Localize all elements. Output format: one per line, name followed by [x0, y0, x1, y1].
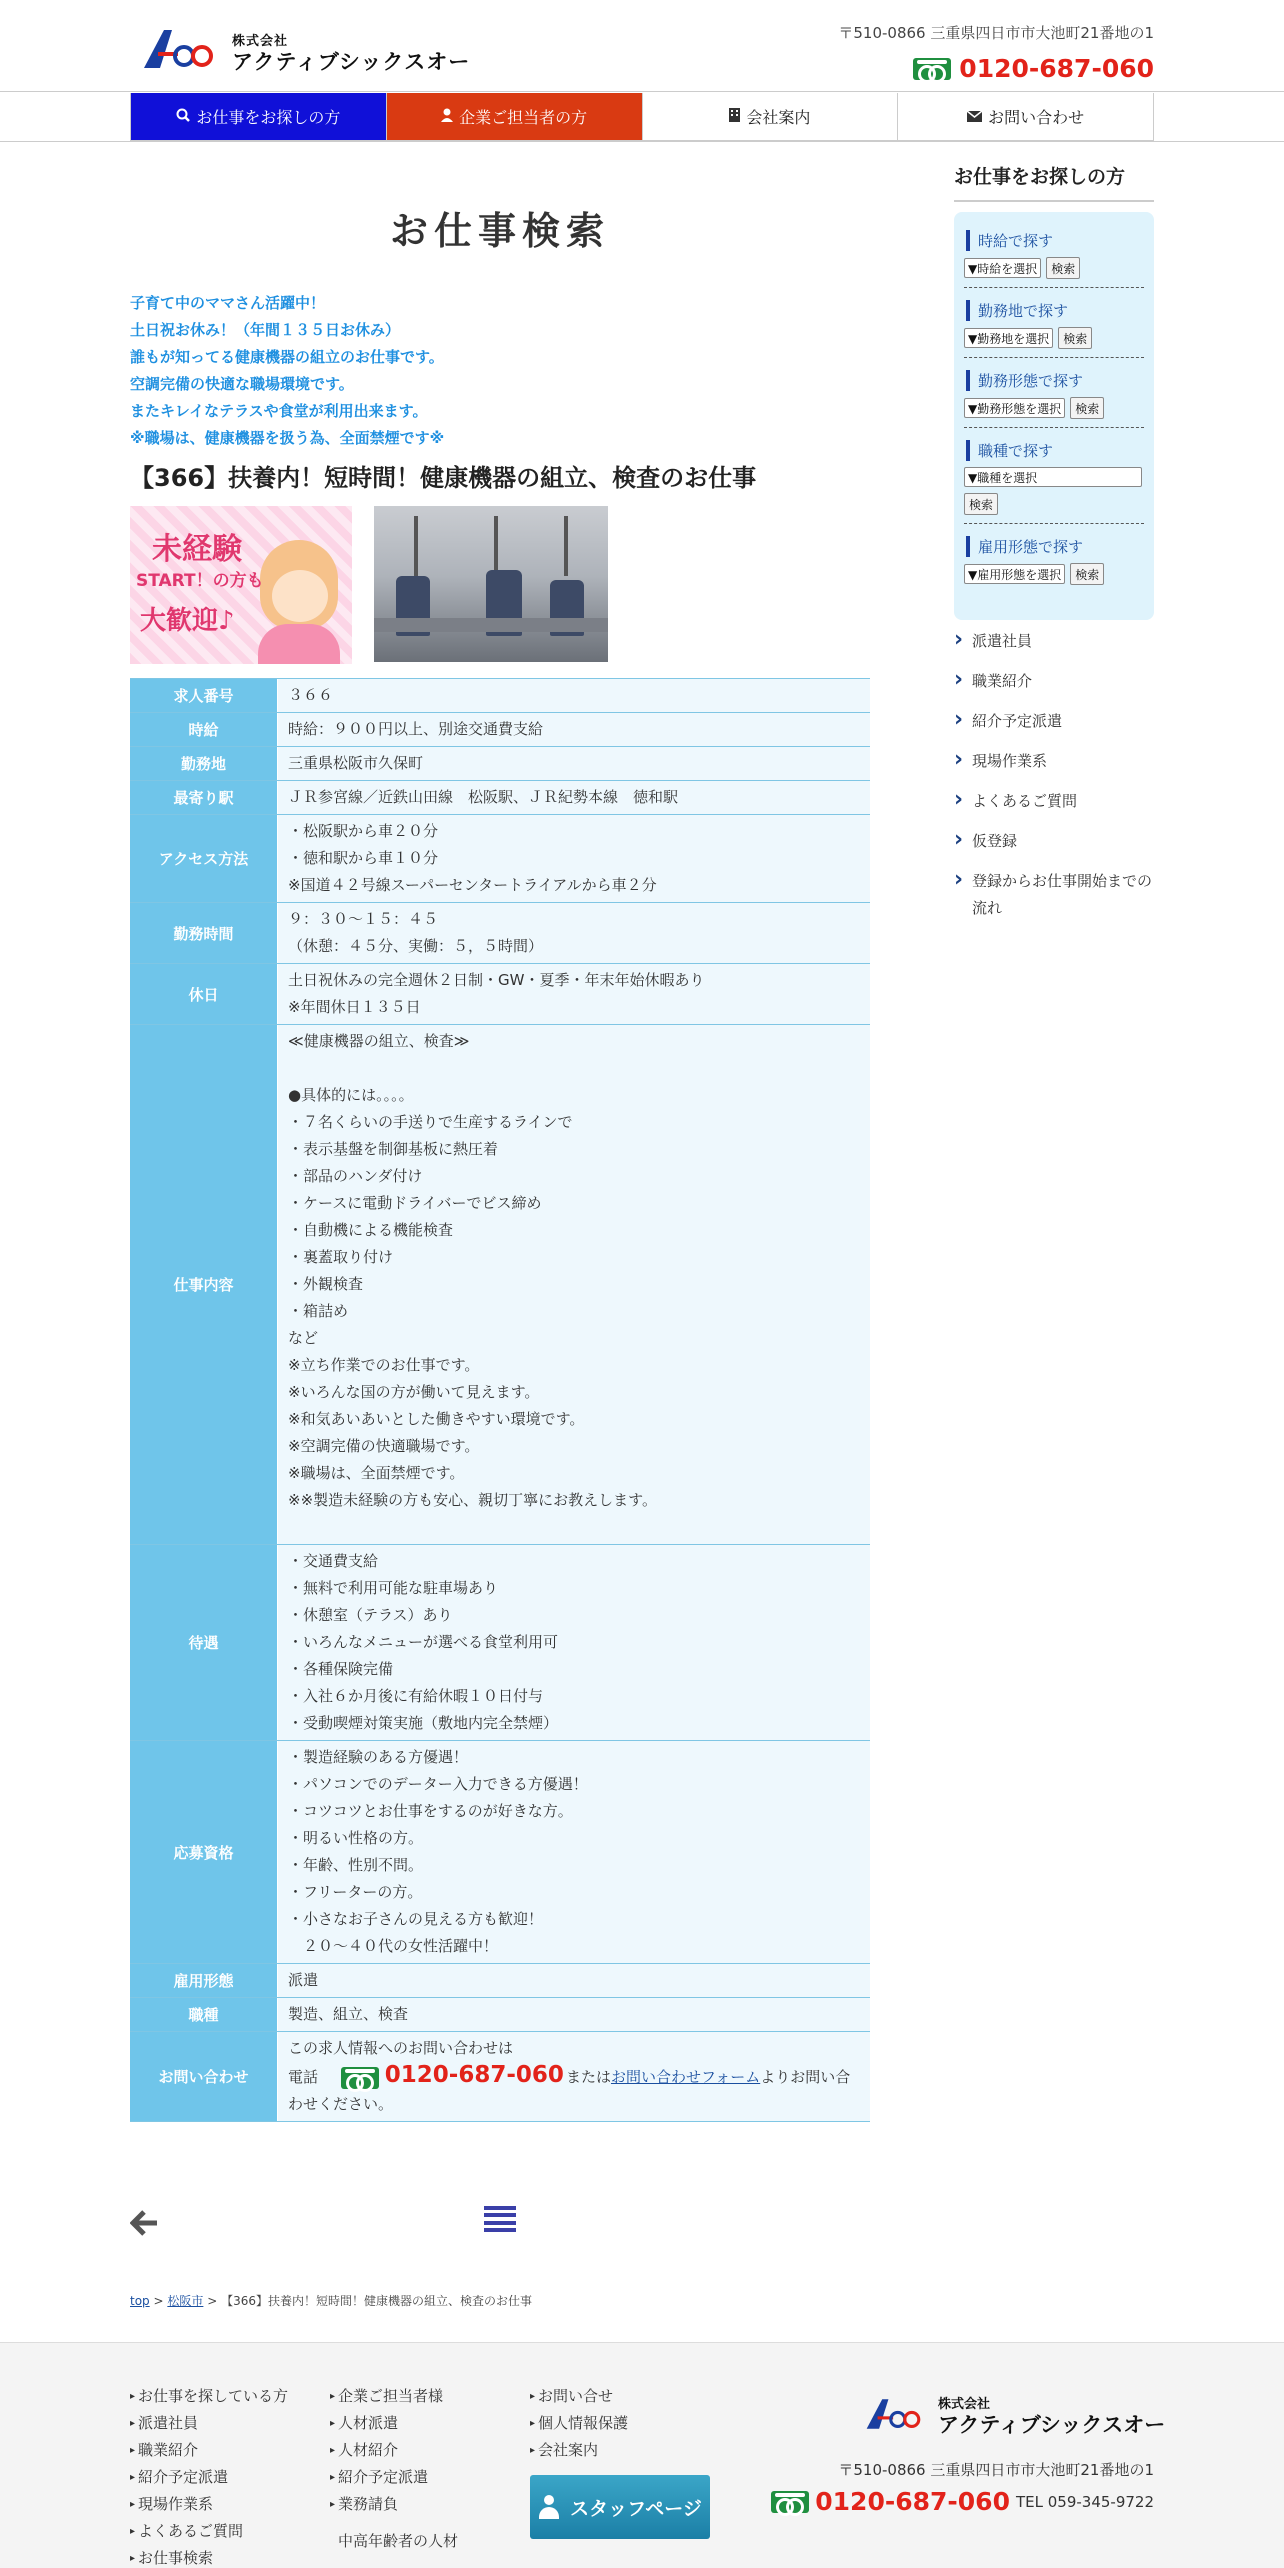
- wage-select[interactable]: ▼時給を選択: [964, 258, 1041, 278]
- footer-link[interactable]: ▸ よくあるご質問: [130, 2518, 288, 2545]
- contact-tail: よりお問い合わせください。: [288, 2068, 851, 2113]
- footer-link[interactable]: 中高年齢者の人材: [338, 2532, 459, 2550]
- woman-illustration: [260, 540, 338, 630]
- footer-link[interactable]: ▸ 会社案内: [530, 2437, 628, 2464]
- search-button[interactable]: 検索: [1070, 563, 1104, 585]
- table-row: [130, 1740, 870, 1963]
- search-group-label: 雇用形態で探す: [966, 536, 1144, 557]
- table-row: [130, 780, 870, 814]
- footer-link[interactable]: ▸ お仕事を探している方: [130, 2383, 288, 2410]
- search-group-employment: [964, 524, 1144, 593]
- footer-link[interactable]: ▸ 業務請負: [330, 2491, 458, 2518]
- freedial-icon: [341, 2067, 379, 2089]
- envelope-icon: [967, 107, 982, 126]
- search-group-work-style: [964, 358, 1144, 428]
- row-label: 最寄り駅: [130, 781, 278, 814]
- row-value: ≪健康機器の組立、検査≫ ●具体的には。。。。 ・７名くらいの手送りで生産するラインで ・表示基盤を制御基板に熱圧着 ・部品のハンダ付け ・ケースに電動ドライバーでビス締め ・自動機による機能検査 ・裏蓋取り付け ・外観検査 ・箱詰め など ※立ち作業でのお仕事です。 ※いろんな国の方が働いて見えます。 ※和気あいあいとした働きやすい環境です。 ※空調完備の快適職場です。 ※職場は、全面禁煙です。 ※※製造未経験の方も安心、親切丁寧にお教えします。: [278, 1025, 870, 1544]
- company-logo[interactable]: [138, 24, 471, 74]
- image-caption: START！の方も: [136, 571, 264, 591]
- table-row: [130, 902, 870, 963]
- search-button[interactable]: 検索: [1058, 327, 1092, 349]
- footer-address: 〒510-0866 三重県四日市市大池町21番地の1: [838, 2461, 1154, 2479]
- breadcrumb-sep: >: [149, 2294, 168, 2308]
- table-row: [130, 814, 870, 902]
- search-group-label: 時給で探す: [966, 230, 1144, 251]
- search-group-label: 職種で探す: [966, 440, 1144, 461]
- row-value: 製造、組立、検査: [278, 1998, 870, 2031]
- job-details-table: [130, 678, 870, 2122]
- row-label: お問い合わせ: [130, 2032, 278, 2121]
- intro-line: 空調完備の快適な職場環境です。: [130, 375, 354, 393]
- footer-link[interactable]: ▸ 紹介予定派遣: [130, 2464, 288, 2491]
- table-row: [130, 746, 870, 780]
- contact-tel-prefix: 電話: [288, 2068, 319, 2086]
- search-button[interactable]: 検索: [964, 493, 998, 515]
- company-prefix: 株式会社: [938, 2397, 991, 2412]
- sidebar-link[interactable]: › 職業紹介: [954, 662, 1154, 702]
- breadcrumb-city[interactable]: 松阪市: [167, 2294, 204, 2308]
- sidebar-link[interactable]: › 現場作業系: [954, 742, 1154, 782]
- job-type-select[interactable]: ▼職種を選択: [964, 467, 1142, 487]
- intro-line: またキレイなテラスや食堂が利用出来ます。: [130, 402, 428, 420]
- table-row: [130, 678, 870, 712]
- table-row: [130, 712, 870, 746]
- footer-col-info: [530, 2383, 628, 2464]
- search-icon: [176, 107, 190, 126]
- person-icon: [538, 2495, 560, 2519]
- header-address: 〒510-0866 三重県四日市市大池町21番地の1: [838, 24, 1154, 42]
- search-group-label: 勤務形態で探す: [966, 370, 1144, 391]
- header-tel-number: 0120-687-060: [959, 54, 1154, 83]
- row-label: 職種: [130, 1998, 278, 2031]
- site-header: [0, 0, 1284, 92]
- freedial-icon: [913, 58, 951, 80]
- nav-job-seekers[interactable]: [130, 93, 387, 140]
- site-footer: [0, 2342, 1284, 2568]
- search-panel: [954, 212, 1154, 620]
- footer-link[interactable]: ▸ 職業紹介: [130, 2437, 288, 2464]
- list-icon[interactable]: [484, 2206, 516, 2232]
- image-caption: 未経験: [152, 532, 242, 567]
- search-group-label: 勤務地で探す: [966, 300, 1144, 321]
- sidebar-links: [954, 622, 1154, 929]
- search-group-job-type: [964, 428, 1144, 524]
- footer-link[interactable]: ▸ お仕事検索: [130, 2545, 288, 2568]
- main-nav: [130, 93, 1154, 141]
- footer-col-jobseekers: [130, 2383, 288, 2568]
- building-icon: [729, 107, 740, 126]
- contact-form-link[interactable]: お問い合わせフォーム: [610, 2068, 761, 2086]
- row-value: ９：３０～１５：４５ （休憩：４５分、実働：５，５時間）: [278, 903, 870, 963]
- sidebar-title: お仕事をお探しの方: [954, 166, 1126, 188]
- row-label: 応募資格: [130, 1741, 278, 1963]
- table-row: [130, 1544, 870, 1740]
- row-label: 雇用形態: [130, 1964, 278, 1997]
- table-row: [130, 963, 870, 1024]
- nav-company-info[interactable]: [643, 93, 899, 140]
- search-button[interactable]: 検索: [1070, 397, 1104, 419]
- nav-companies[interactable]: [387, 93, 643, 140]
- employment-select[interactable]: ▼雇用形態を選択: [964, 564, 1065, 584]
- intro-line: 子育て中のママさん活躍中！: [130, 294, 326, 312]
- table-row-contact: [130, 2031, 870, 2122]
- intro-line: ※職場は、健康機器を扱う為、全面禁煙です※: [130, 429, 445, 447]
- table-row: [130, 1997, 870, 2031]
- row-value: 三重県松阪市久保町: [278, 747, 870, 780]
- contact-intro: この求人情報へのお問い合わせは: [288, 2039, 514, 2057]
- breadcrumb: [130, 2292, 532, 2309]
- company-name: アクティブシックスオー: [938, 2413, 1166, 2437]
- intro-line: 誰もが知ってる健康機器の組立のお仕事です。: [130, 348, 444, 366]
- company-name: アクティブシックスオー: [232, 50, 471, 74]
- footer-logo[interactable]: [862, 2389, 1166, 2439]
- sidebar-link[interactable]: › よくあるご質問: [954, 782, 1154, 822]
- row-label: 仕事内容: [130, 1025, 278, 1544]
- sidebar-link[interactable]: › 仮登録: [954, 822, 1154, 862]
- page-title: お仕事検索: [389, 209, 610, 253]
- row-label: 休日: [130, 964, 278, 1024]
- footer-link[interactable]: ▸ 紹介予定派遣: [330, 2464, 458, 2491]
- breadcrumb-sep: >: [203, 2294, 222, 2308]
- logo-mark-icon: [138, 24, 228, 74]
- footer-tel-number: 0120-687-060: [815, 2487, 1010, 2516]
- nav-label: 企業ご担当者の方: [459, 108, 588, 127]
- search-group-location: [964, 288, 1144, 358]
- intro-text: [130, 290, 870, 452]
- table-row: [130, 1024, 870, 1544]
- footer-link[interactable]: ▸ 人材派遣: [330, 2410, 458, 2437]
- staff-page-label: スタッフページ: [570, 2497, 702, 2520]
- intro-line: 土日祝お休み！（年間１３５日お休み）: [130, 321, 401, 339]
- footer-col-companies: [330, 2383, 458, 2555]
- nav-contact[interactable]: [898, 93, 1154, 140]
- user-icon: [441, 107, 453, 126]
- breadcrumb-top[interactable]: top: [130, 2294, 150, 2308]
- divider: [0, 141, 1284, 142]
- footer-link[interactable]: ▸ 人材紹介: [330, 2437, 458, 2464]
- nav-label: お仕事をお探しの方: [196, 108, 341, 127]
- contact-value: [278, 2032, 870, 2121]
- nav-label: お問い合わせ: [988, 108, 1085, 127]
- contact-tel[interactable]: 0120-687-060: [384, 2062, 564, 2088]
- sidebar-link[interactable]: › 紹介予定派遣: [954, 702, 1154, 742]
- row-value: ＪＲ参宮線／近鉄山田線 松阪駅、ＪＲ紀勢本線 徳和駅: [278, 781, 870, 814]
- footer-link[interactable]: ▸ 現場作業系: [130, 2491, 288, 2518]
- logo-mark-icon: [862, 2389, 932, 2439]
- factory-photo: [374, 506, 608, 662]
- location-select[interactable]: ▼勤務地を選択: [964, 328, 1053, 348]
- work-style-select[interactable]: ▼勤務形態を選択: [964, 398, 1065, 418]
- job-title: 【366】扶養内！短時間！健康機器の組立、検査のお仕事: [130, 464, 757, 492]
- footer-link[interactable]: ▸ 派遣社員: [130, 2410, 288, 2437]
- row-label: 求人番号: [130, 679, 278, 712]
- row-label: 待遇: [130, 1545, 278, 1740]
- header-tel[interactable]: [913, 54, 1154, 83]
- row-value: 土日祝休みの完全週休２日制・GW・夏季・年末年始休暇あり ※年間休日１３５日: [278, 964, 870, 1024]
- footer-link[interactable]: ▸ お問い合せ: [530, 2383, 628, 2410]
- contact-mid: または: [565, 2068, 611, 2086]
- footer-link[interactable]: ▸ 個人情報保護: [530, 2410, 628, 2437]
- footer-tel2: TEL 059-345-9722: [1015, 2492, 1154, 2511]
- search-button[interactable]: 検索: [1046, 257, 1080, 279]
- divider: [954, 200, 1154, 202]
- footer-link[interactable]: ▸ 企業ご担当者様: [330, 2383, 458, 2410]
- row-value: ・松阪駅から車２０分 ・徳和駅から車１０分 ※国道４２号線スーパーセンタートライアルから車２分: [278, 815, 870, 902]
- sidebar-link[interactable]: › 登録からお仕事開始までの流れ: [954, 862, 1154, 929]
- company-prefix: 株式会社: [232, 34, 289, 49]
- row-value: 時給：９００円以上、別途交通費支給: [278, 713, 870, 746]
- row-value: 派遣: [278, 1964, 870, 1997]
- row-label: アクセス方法: [130, 815, 278, 902]
- row-value: ３６６: [278, 679, 870, 712]
- image-caption: 大歓迎♪: [140, 606, 235, 636]
- row-label: 勤務時間: [130, 903, 278, 963]
- staff-page-button[interactable]: [530, 2475, 710, 2539]
- breadcrumb-current: 【366】扶養内！短時間！健康機器の組立、検査のお仕事: [221, 2294, 532, 2308]
- row-label: 時給: [130, 713, 278, 746]
- row-value: ・製造経験のある方優遇！ ・パソコンでのデーター入力できる方優遇！ ・コツコツとお仕事をするのが好きな方。 ・明るい性格の方。 ・年齢、性別不問。 ・フリーターの方。 ・小さなお子さんの見える方も歓迎！ ２０～４０代の女性活躍中！: [278, 1741, 870, 1963]
- search-group-wage: [964, 218, 1144, 288]
- nav-label: 会社案内: [746, 108, 811, 127]
- back-arrow-icon[interactable]: [130, 2206, 158, 2244]
- table-row: [130, 1963, 870, 1997]
- sidebar-link[interactable]: › 派遣社員: [954, 622, 1154, 662]
- row-label: 勤務地: [130, 747, 278, 780]
- freedial-icon: [771, 2491, 809, 2513]
- footer-tel[interactable]: [771, 2487, 1154, 2516]
- row-value: ・交通費支給 ・無料で利用可能な駐車場あり ・休憩室（テラス）あり ・いろんなメニューが選べる食堂利用可 ・各種保険完備 ・入社６か月後に有給休暇１０日付与 ・受動喫煙対策実施（敷地内完全禁煙）: [278, 1545, 870, 1740]
- welcome-beginners-image: [130, 506, 352, 664]
